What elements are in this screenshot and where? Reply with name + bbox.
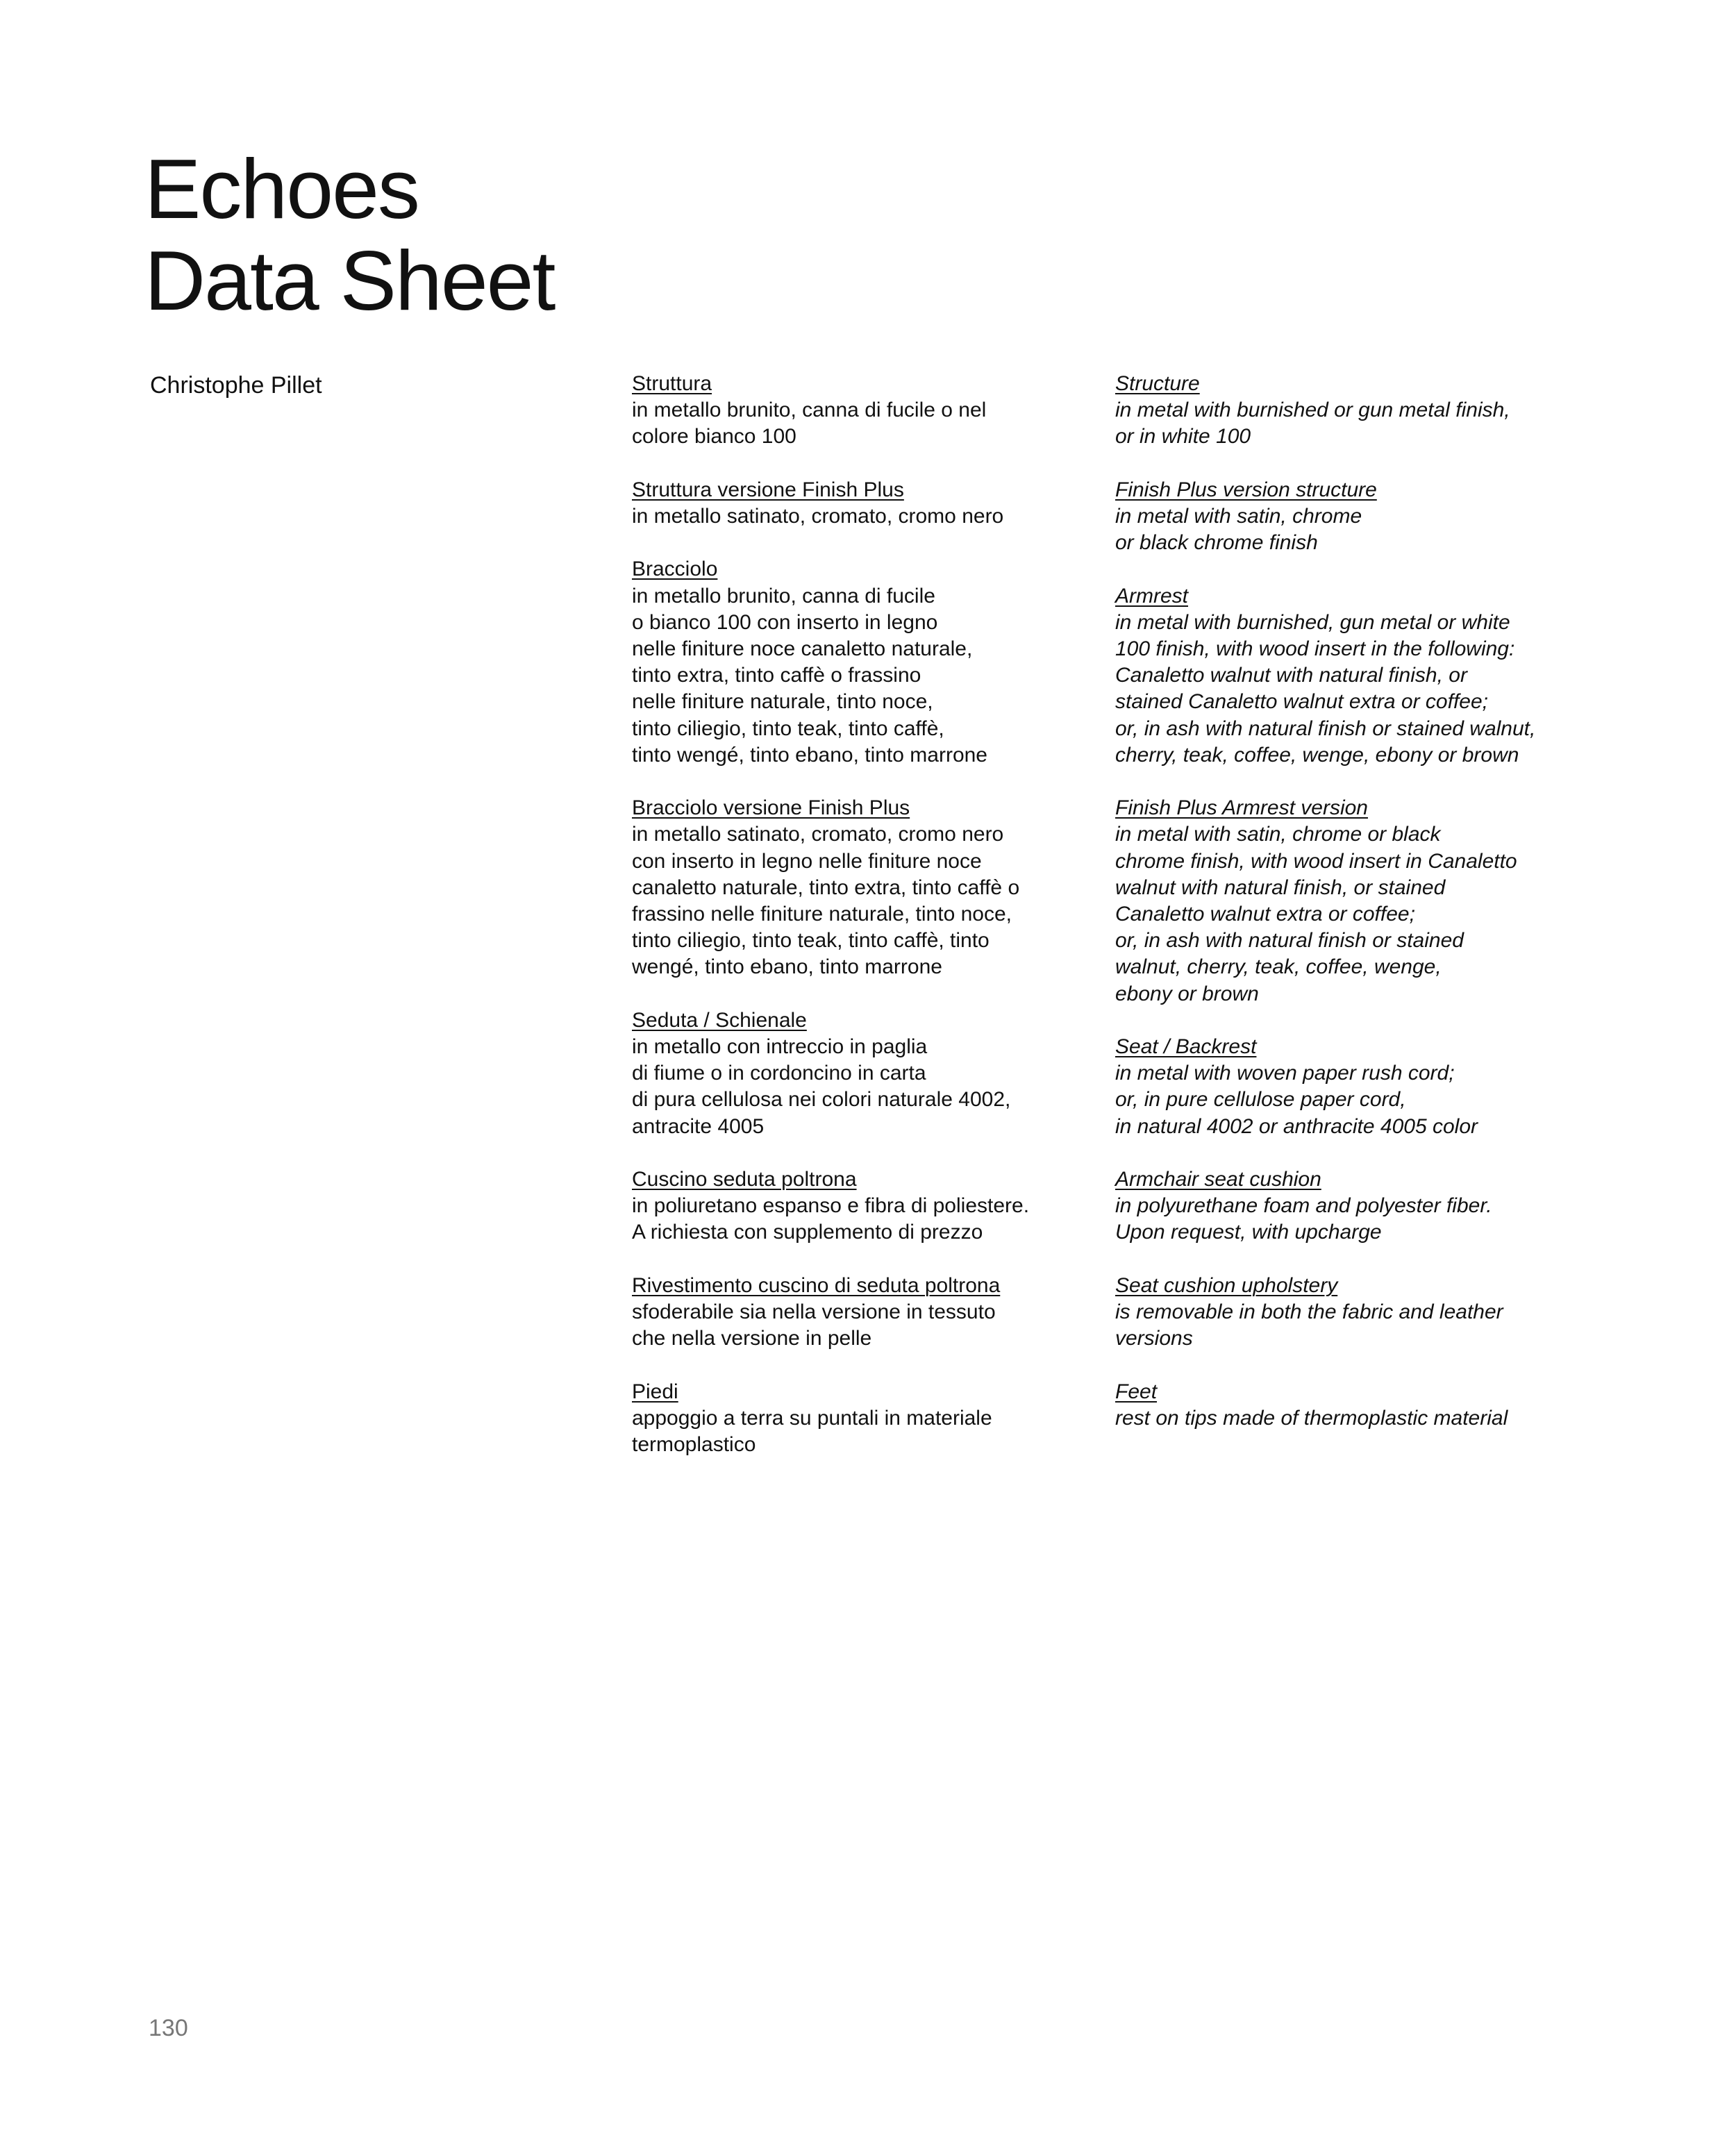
- italian-spec-section: [632, 795, 1090, 980]
- italian-spec-text: [632, 821, 1090, 980]
- english-spec-text: [1115, 1193, 1594, 1246]
- italian-spec-line: A richiesta con supplemento di prezzo: [632, 1221, 983, 1244]
- italian-spec-section: [632, 1007, 1090, 1140]
- english-spec-line: in metal with woven paper rush cord;: [1115, 1062, 1455, 1085]
- italian-spec-line: tinto extra, tinto caffè o frassino: [632, 664, 921, 687]
- english-spec-heading: Finish Plus version structure: [1115, 478, 1377, 501]
- italian-spec-line: di pura cellulosa nei colori naturale 4002,: [632, 1088, 1011, 1112]
- italian-spec-heading: Piedi: [632, 1380, 678, 1403]
- italian-spec-text: [632, 1405, 1090, 1458]
- italian-spec-line: colore bianco 100: [632, 425, 796, 449]
- english-spec-line: in natural 4002 or anthracite 4005 color: [1115, 1114, 1478, 1138]
- english-spec-line: Canaletto walnut with natural finish, or: [1115, 664, 1467, 687]
- italian-spec-line: tinto ciliegio, tinto teak, tinto caffè,: [632, 717, 944, 740]
- italian-spec-line: in metallo satinato, cromato, cromo nero: [632, 505, 1004, 528]
- italian-spec-line: tinto ciliegio, tinto teak, tinto caffè, tinto: [632, 929, 990, 953]
- english-spec-heading: Seat cushion upholstery: [1115, 1273, 1338, 1297]
- italian-spec-line: frassino nelle finiture naturale, tinto noce,: [632, 903, 1012, 926]
- english-spec-line: in metal with satin, chrome or black: [1115, 823, 1441, 846]
- english-spec-line: or in white 100: [1115, 425, 1251, 449]
- italian-spec-text: [632, 1034, 1090, 1140]
- italian-spec-section: [632, 1166, 1090, 1246]
- english-spec-heading: Finish Plus Armrest version: [1115, 796, 1368, 820]
- italian-spec-text: [632, 1193, 1090, 1246]
- english-spec-section: [1115, 477, 1594, 557]
- english-spec-column: [1115, 371, 1594, 1458]
- english-spec-line: walnut, cherry, teak, coffee, wenge,: [1115, 955, 1442, 979]
- english-spec-line: in metal with burnished or gun metal finish,: [1115, 399, 1510, 422]
- english-spec-line: cherry, teak, coffee, wenge, ebony or brown: [1115, 743, 1519, 767]
- english-spec-line: in metal with burnished, gun metal or white: [1115, 610, 1510, 634]
- italian-spec-line: termoplastico: [632, 1433, 756, 1457]
- english-spec-line: walnut with natural finish, or stained: [1115, 876, 1446, 899]
- page-title: [144, 143, 554, 326]
- english-spec-section: [1115, 1379, 1594, 1432]
- italian-spec-section: [632, 1273, 1090, 1353]
- english-spec-line: rest on tips made of thermoplastic material: [1115, 1406, 1508, 1430]
- italian-spec-line: o bianco 100 con inserto in legno: [632, 610, 938, 634]
- italian-spec-heading: Struttura versione Finish Plus: [632, 478, 904, 501]
- italian-spec-heading: Struttura: [632, 372, 712, 395]
- english-spec-section: [1115, 1166, 1594, 1246]
- english-spec-text: [1115, 1405, 1594, 1432]
- italian-spec-section: [632, 556, 1090, 769]
- english-spec-heading: Armchair seat cushion: [1115, 1168, 1321, 1191]
- english-spec-line: or, in ash with natural finish or stained walnut,: [1115, 717, 1536, 740]
- designer-name: Christophe Pillet: [150, 372, 322, 399]
- italian-spec-line: che nella versione in pelle: [632, 1327, 872, 1350]
- english-spec-section: [1115, 371, 1594, 451]
- english-spec-section: [1115, 1034, 1594, 1140]
- italian-spec-section: [632, 371, 1090, 451]
- title-line-2: Data Sheet: [144, 233, 555, 328]
- english-spec-text: [1115, 610, 1594, 769]
- english-spec-section: [1115, 795, 1594, 1007]
- english-spec-line: stained Canaletto walnut extra or coffee;: [1115, 690, 1488, 714]
- english-spec-line: Upon request, with upcharge: [1115, 1221, 1382, 1244]
- english-spec-line: in polyurethane foam and polyester fiber.: [1115, 1194, 1492, 1218]
- english-spec-text: [1115, 503, 1594, 556]
- english-spec-heading: Seat / Backrest: [1115, 1035, 1257, 1059]
- italian-spec-column: [632, 371, 1090, 1484]
- italian-spec-line: sfoderabile sia nella versione in tessuto: [632, 1300, 996, 1324]
- italian-spec-section: [632, 1379, 1090, 1459]
- italian-spec-heading: Cuscino seduta poltrona: [632, 1168, 857, 1191]
- italian-spec-heading: Rivestimento cuscino di seduta poltrona: [632, 1273, 1001, 1297]
- italian-spec-line: in metallo con intreccio in paglia: [632, 1035, 928, 1059]
- english-spec-text: [1115, 1060, 1594, 1140]
- english-spec-heading: Armrest: [1115, 584, 1188, 608]
- italian-spec-heading: Bracciolo versione Finish Plus: [632, 796, 910, 820]
- english-spec-text: [1115, 1299, 1594, 1352]
- italian-spec-line: in metallo brunito, canna di fucile o nel: [632, 399, 987, 422]
- italian-spec-line: nelle finiture noce canaletto naturale,: [632, 637, 973, 660]
- english-spec-section: [1115, 1273, 1594, 1353]
- english-spec-text: [1115, 821, 1594, 1007]
- italian-spec-heading: Bracciolo: [632, 558, 718, 581]
- page-number: 130: [149, 2015, 188, 2041]
- english-spec-heading: Structure: [1115, 372, 1200, 395]
- english-spec-line: or, in ash with natural finish or stained: [1115, 929, 1464, 953]
- english-spec-line: ebony or brown: [1115, 982, 1259, 1005]
- english-spec-line: versions: [1115, 1327, 1193, 1350]
- italian-spec-line: con inserto in legno nelle finiture noce: [632, 849, 982, 873]
- italian-spec-line: in metallo satinato, cromato, cromo nero: [632, 823, 1004, 846]
- english-spec-text: [1115, 397, 1594, 450]
- italian-spec-line: wengé, tinto ebano, tinto marrone: [632, 955, 942, 979]
- italian-spec-line: appoggio a terra su puntali in materiale: [632, 1406, 992, 1430]
- italian-spec-line: in metallo brunito, canna di fucile: [632, 584, 935, 608]
- english-spec-heading: Feet: [1115, 1380, 1158, 1403]
- english-spec-line: Canaletto walnut extra or coffee;: [1115, 903, 1415, 926]
- english-spec-line: in metal with satin, chrome: [1115, 505, 1362, 528]
- english-spec-section: [1115, 583, 1594, 769]
- italian-spec-heading: Seduta / Schienale: [632, 1008, 807, 1032]
- italian-spec-line: tinto wengé, tinto ebano, tinto marrone: [632, 743, 987, 767]
- italian-spec-line: nelle finiture naturale, tinto noce,: [632, 690, 933, 714]
- english-spec-line: or, in pure cellulose paper cord,: [1115, 1088, 1406, 1112]
- italian-spec-text: [632, 583, 1090, 769]
- italian-spec-text: [632, 1299, 1090, 1352]
- english-spec-line: chrome finish, with wood insert in Canaletto: [1115, 849, 1517, 873]
- italian-spec-line: di fiume o in cordoncino in carta: [632, 1062, 926, 1085]
- english-spec-line: or black chrome finish: [1115, 531, 1318, 555]
- italian-spec-text: [632, 397, 1090, 450]
- italian-spec-line: canaletto naturale, tinto extra, tinto caffè o: [632, 876, 1020, 899]
- italian-spec-section: [632, 477, 1090, 530]
- title-line-1: Echoes: [144, 142, 419, 236]
- english-spec-line: is removable in both the fabric and leather: [1115, 1300, 1503, 1324]
- italian-spec-line: antracite 4005: [632, 1114, 765, 1138]
- italian-spec-text: [632, 503, 1090, 530]
- english-spec-line: 100 finish, with wood insert in the following:: [1115, 637, 1515, 660]
- italian-spec-line: in poliuretano espanso e fibra di poliestere.: [632, 1194, 1030, 1218]
